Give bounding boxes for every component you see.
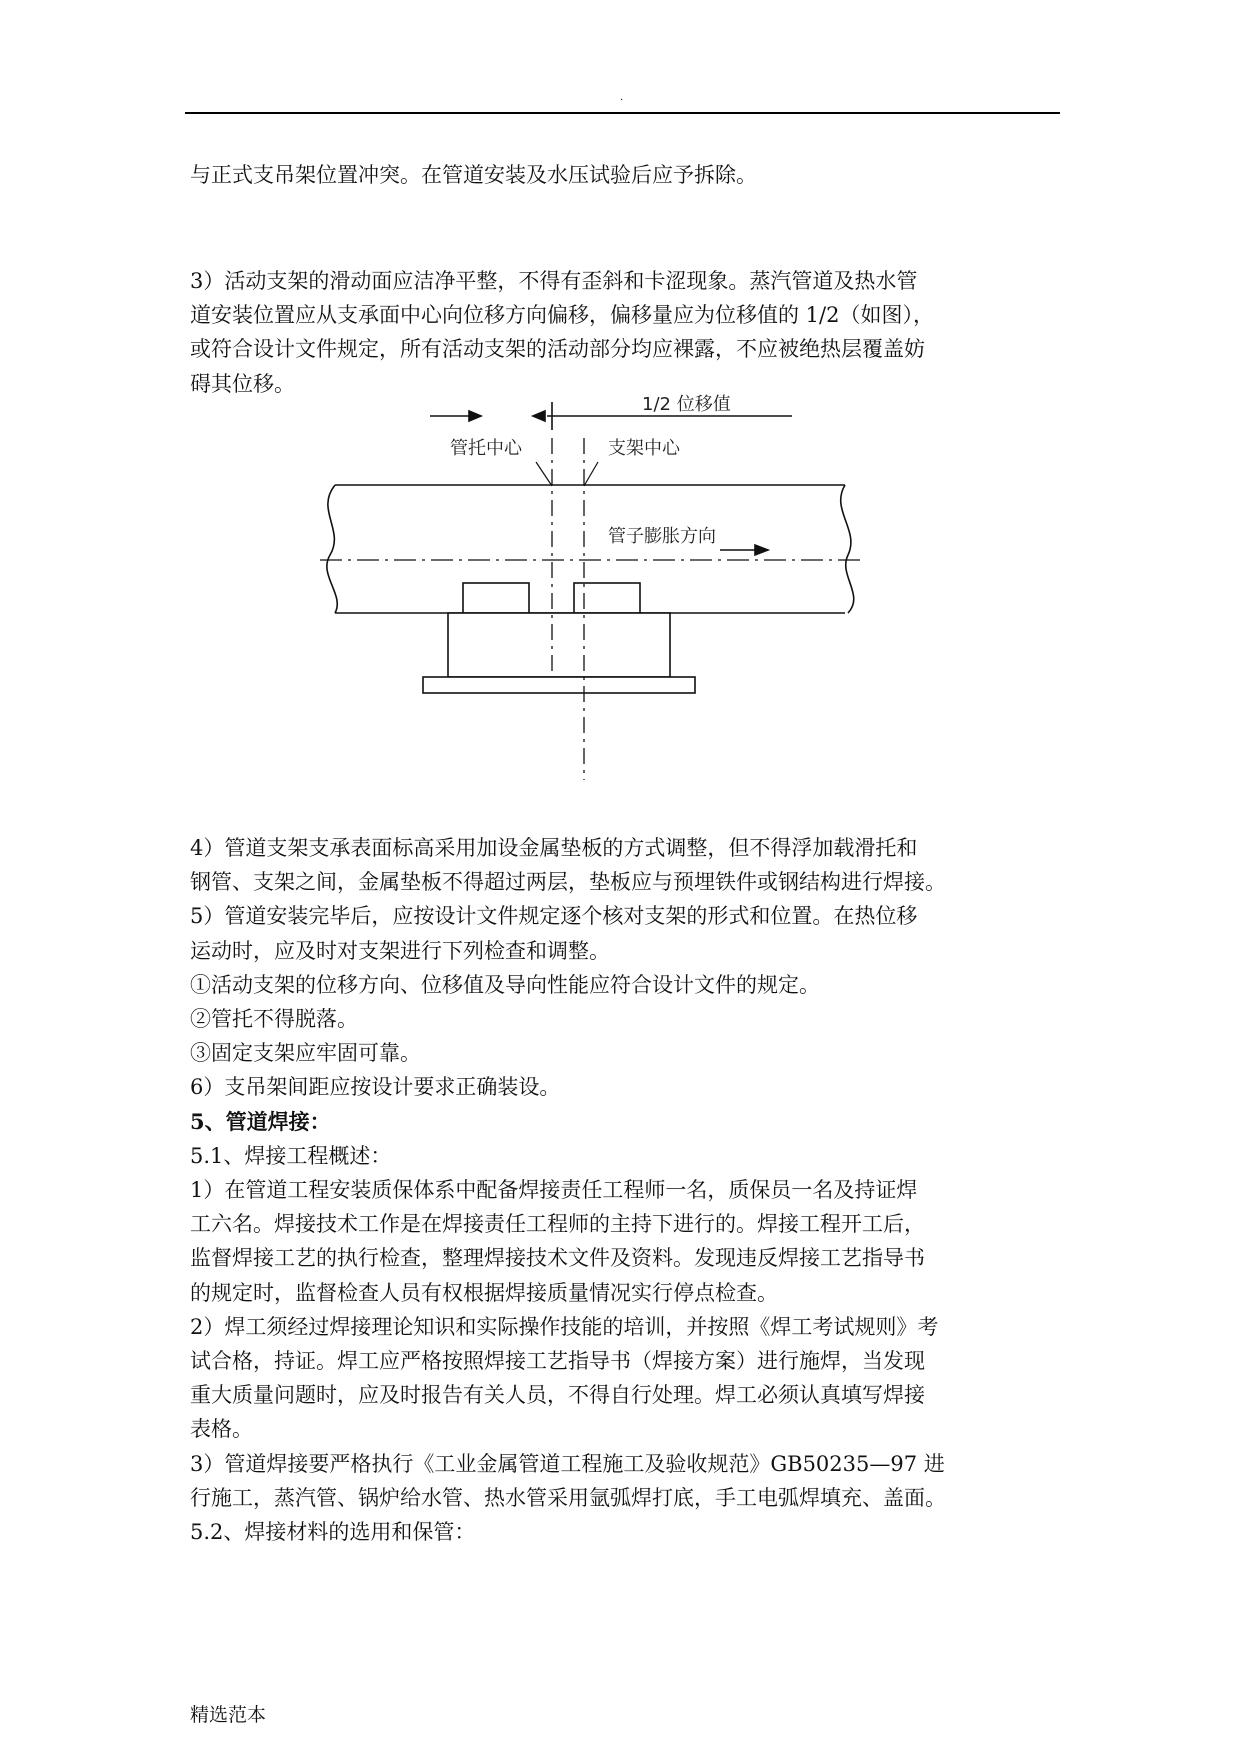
paragraph-line: 运动时，应及时对支架进行下列检查和调整。 — [190, 938, 610, 963]
paragraph-line: 碍其位移。 — [190, 371, 295, 396]
pipe-left-break — [327, 485, 337, 613]
paragraph-line: 钢管、支架之间，金属垫板不得超过两层，垫板应与预埋铁件或钢结构进行焊接。 — [190, 870, 946, 895]
pipe-right-break — [841, 485, 854, 613]
pipe-shoe-left — [463, 583, 529, 613]
support-base-plate — [423, 677, 695, 693]
paragraph-continuation: 与正式支吊架位置冲突。在管道安装及水压试验后应予拆除。 — [190, 163, 757, 187]
paragraph-line: 5）管道安装完毕后，应按设计文件规定逐个核对支架的形式和位置。在热位移 — [190, 904, 918, 929]
paragraph-line: 5.1、焊接工程概述： — [190, 1143, 392, 1168]
support-center-label: 支架中心 — [608, 438, 680, 459]
paragraph-line: 的规定时，监督检查人员有权根据焊接质量情况实行停点检查。 — [190, 1280, 778, 1305]
expansion-direction-label: 管子膨胀方向 — [608, 526, 716, 547]
paragraph-line: ③固定支架应牢固可靠。 — [190, 1041, 421, 1066]
paragraph-line: 行施工，蒸汽管、锅炉给水管、热水管采用氩弧焊打底，手工电弧焊填充、盖面。 — [190, 1485, 946, 1510]
paragraph-line: 3）活动支架的滑动面应洁净平整，不得有歪斜和卡涩现象。蒸汽管道及热水管 — [190, 269, 918, 293]
shoe-center-leader — [536, 462, 552, 486]
paragraph-line: 2）焊工须经过焊接理论知识和实际操作技能的培训，并按照《焊工考试规则》考 — [190, 1314, 939, 1339]
pipe-support-diagram — [300, 380, 900, 790]
paragraph-line: 5.2、焊接材料的选用和保管： — [190, 1520, 476, 1545]
shoe-center-label: 管托中心 — [450, 438, 522, 459]
displacement-arrow-head — [533, 411, 545, 421]
paragraph-line: 或符合设计文件规定，所有活动支架的活动部分均应裸露，不应被绝热层覆盖妨 — [190, 337, 925, 362]
footer-text: 精选范本 — [190, 1704, 267, 1726]
expansion-arrow-head — [755, 545, 768, 555]
paragraph-line: 试合格，持证。焊工应严格按照焊接工艺指导书（焊接方案）进行施焊，当发现 — [190, 1349, 925, 1374]
support-body — [448, 613, 670, 677]
header-mark: . — [620, 92, 624, 103]
paragraph-line: 监督焊接工艺的执行检查，整理焊接技术文件及资料。发现违反焊接工艺指导书 — [190, 1246, 925, 1271]
paragraph-line: ②管托不得脱落。 — [190, 1007, 358, 1032]
paragraph-line: 重大质量问题时，应及时报告有关人员，不得自行处理。焊工必须认真填写焊接 — [190, 1383, 925, 1408]
paragraph-line: 道安装位置应从支承面中心向位移方向偏移，偏移量应为位移值的 1/2（如图）， — [190, 303, 934, 328]
paragraph-line: 6）支吊架间距应按设计要求正确装设。 — [190, 1075, 561, 1100]
paragraph-line: 表格。 — [190, 1417, 253, 1442]
paragraph-line: 4）管道支架支承表面标高采用加设金属垫板的方式调整，但不得浮加载滑托和 — [190, 836, 918, 860]
shoe-arrow-head — [469, 411, 481, 421]
half-displacement-label: 1/2 位移值 — [642, 394, 731, 415]
paragraph-line: 工六名。焊接技术工作是在焊接责任工程师的主持下进行的。焊接工程开工后， — [190, 1212, 925, 1237]
paragraph-line: 1）在管道工程安装质保体系中配备焊接责任工程师一名，质保员一名及持证焊 — [190, 1178, 918, 1203]
support-center-leader — [584, 462, 598, 486]
paragraph-line: ①活动支架的位移方向、位移值及导向性能应符合设计文件的规定。 — [190, 972, 820, 997]
header-rule — [185, 112, 1060, 114]
paragraph-line: 3）管道焊接要严格执行《工业金属管道工程施工及验收规范》GB50235—97 进 — [190, 1451, 945, 1476]
paragraphs-4-6 — [190, 831, 1062, 1549]
section-5-heading: 5、管道焊接： — [190, 1108, 331, 1134]
